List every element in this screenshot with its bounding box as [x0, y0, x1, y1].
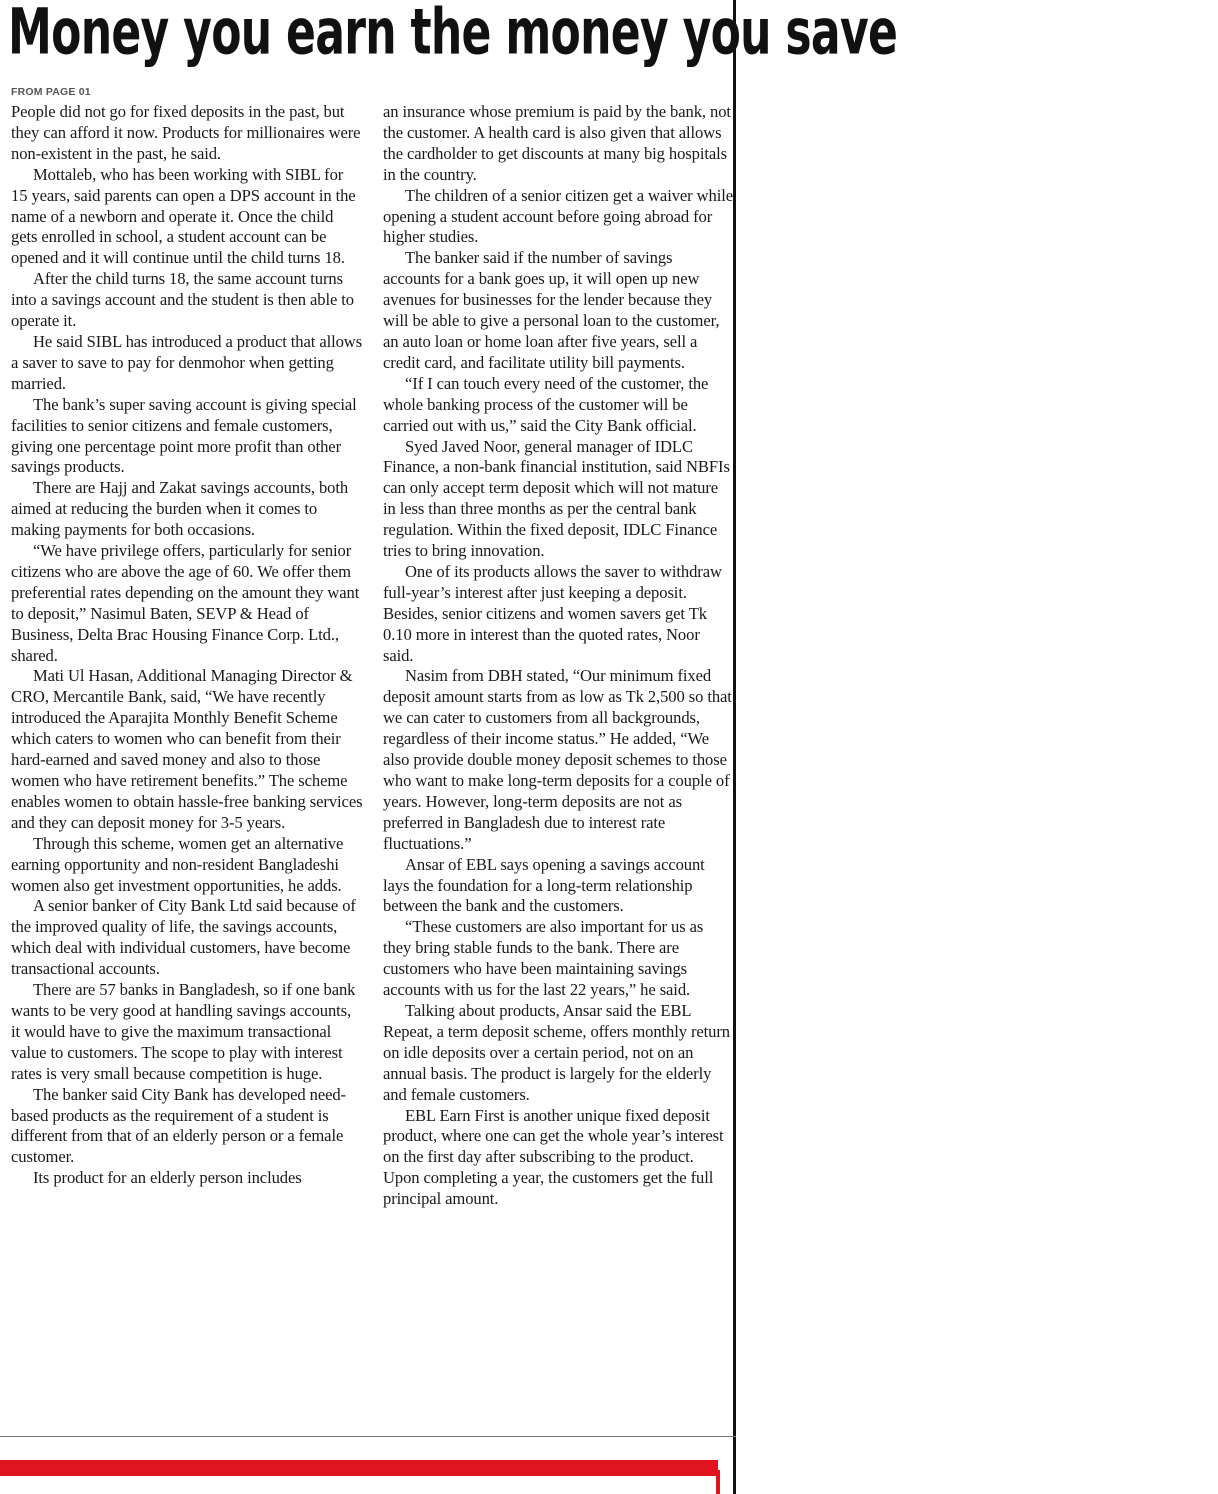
- paragraph: Syed Javed Noor, general manager of IDLC Finance, a non-bank financial institution, said NBFIs can only accept term deposit which will not mature in less than three months as per the central bank regulation. Within the fixed deposit, IDLC Finance tries to bring innovation.: [383, 436, 730, 561]
- paragraph: The banker said if the number of savings accounts for a bank goes up, it will open up new avenues for businesses for the lender because they will be able to give a personal loan to the customer, an auto loan or home loan after five years, sell a credit card, and facilitate utility bill payments.: [383, 248, 720, 372]
- paragraph: Its product for an elderly person includes: [33, 1168, 302, 1188]
- accent-bar-edge: [716, 1470, 720, 1494]
- paragraph: an insurance whose premium is paid by the bank, not the customer. A health card is also given that allows the cardholder to get discounts at many big hospitals in the country.: [383, 102, 731, 184]
- headline-container: [8, 0, 898, 70]
- divider: [0, 1436, 736, 1437]
- paragraph: Through this scheme, women get an alternative earning opportunity and non-resident Bangladeshi women also get investment opportunities, he adds.: [11, 833, 344, 895]
- paragraph: “These customers are also important for us as they bring stable funds to the bank. There are customers who have been maintaining savings accounts with us for the last 22 years,” he said.: [383, 917, 704, 1000]
- paragraph: “We have privilege offers, particularly for senior citizens who are above the age of 60. We offer them preferential rates depending on the amount they want to deposit,” Nasimul Baten, SEVP & Head of Business, Delta Brac Housing Finance Corp. Ltd., shared.: [11, 541, 360, 665]
- accent-bar: [0, 1460, 718, 1476]
- paragraph: “If I can touch every need of the customer, the whole banking process of the customer will be carried out with us,” said the City Bank official.: [383, 373, 709, 435]
- jump-label: FROM PAGE 01: [11, 86, 91, 98]
- paragraph: People did not go for fixed deposits in the past, but they can afford it now. Products for millionaires were non-existent in the past, he said.: [11, 102, 361, 163]
- paragraph: There are 57 banks in Bangladesh, so if one bank wants to be very good at handling savings accounts, it would have to give the maximum transactional value to customers. The scope to play with interest rates is very small because competition is huge.: [11, 980, 356, 1083]
- paragraph: Talking about products, Ansar said the EBL Repeat, a term deposit scheme, offers monthly return on idle deposits over a certain period, not on an annual basis. The product is largely for the elderly and female customers.: [383, 1000, 731, 1104]
- right-column-rule: [733, 0, 736, 1494]
- paragraph: The bank’s super saving account is giving special facilities to senior citizens and female customers, giving one percentage point more profit than other savings products.: [11, 394, 357, 477]
- paragraph: One of its products allows the saver to withdraw full-year’s interest after just keeping a deposit. Besides, senior citizens and women savers get Tk 0.10 more in interest than the quoted rates, Noor said.: [383, 561, 722, 665]
- paragraph: He said SIBL has introduced a product that allows a saver to save to pay for denmohor when getting married.: [11, 331, 363, 393]
- paragraph: Ansar of EBL says opening a savings account lays the foundation for a long-term relationship between the bank and the customers.: [383, 854, 705, 916]
- paragraph: A senior banker of City Bank Ltd said because of the improved quality of life, the savings accounts, which deal with individual customers, have become transactional accounts.: [11, 896, 356, 979]
- headline: Money you earn the money you save: [8, 0, 898, 70]
- paragraph: EBL Earn First is another unique fixed deposit product, where one can get the whole year’s interest on the first day after subscribing to the product. Upon completing a year, the customers get the full principal amount.: [383, 1105, 724, 1209]
- paragraph: Mottaleb, who has been working with SIBL for 15 years, said parents can open a DPS account in the name of a newborn and operate it. Once the child gets enrolled in school, a student account can be opened and it will continue until the child turns 18.: [11, 164, 356, 268]
- paragraph: The children of a senior citizen get a waiver while opening a student account before going abroad for higher studies.: [383, 185, 734, 247]
- paragraph: After the child turns 18, the same account turns into a savings account and the student is then able to operate it.: [11, 269, 354, 331]
- paragraph: The banker said City Bank has developed need-based products as the requirement of a student is different from that of an elderly person or a female customer.: [11, 1084, 346, 1167]
- paragraph: Nasim from DBH stated, “Our minimum fixed deposit amount starts from as low as Tk 2,500 so that we can cater to customers from all backgrounds, regardless of their income status.” He added, “We also provide double money deposit schemes to those who want to make long-term deposits for a couple of years. However, long-term deposits are not as preferred in Bangladesh due to interest rate fluctuations.”: [383, 666, 732, 853]
- paragraph: Mati Ul Hasan, Additional Managing Director & CRO, Mercantile Bank, said, “We have recently introduced the Aparajita Monthly Benefit Scheme which caters to women who can benefit from their hard-earned and saved money and also to those women who have retirement benefits.” The scheme enables women to obtain hassle-free banking services and they can deposit money for 3-5 years.: [11, 666, 363, 832]
- article-column-left: [11, 102, 363, 1189]
- article-column-right: [383, 102, 733, 1210]
- paragraph: There are Hajj and Zakat savings accounts, both aimed at reducing the burden when it comes to making payments for both occasions.: [11, 478, 349, 540]
